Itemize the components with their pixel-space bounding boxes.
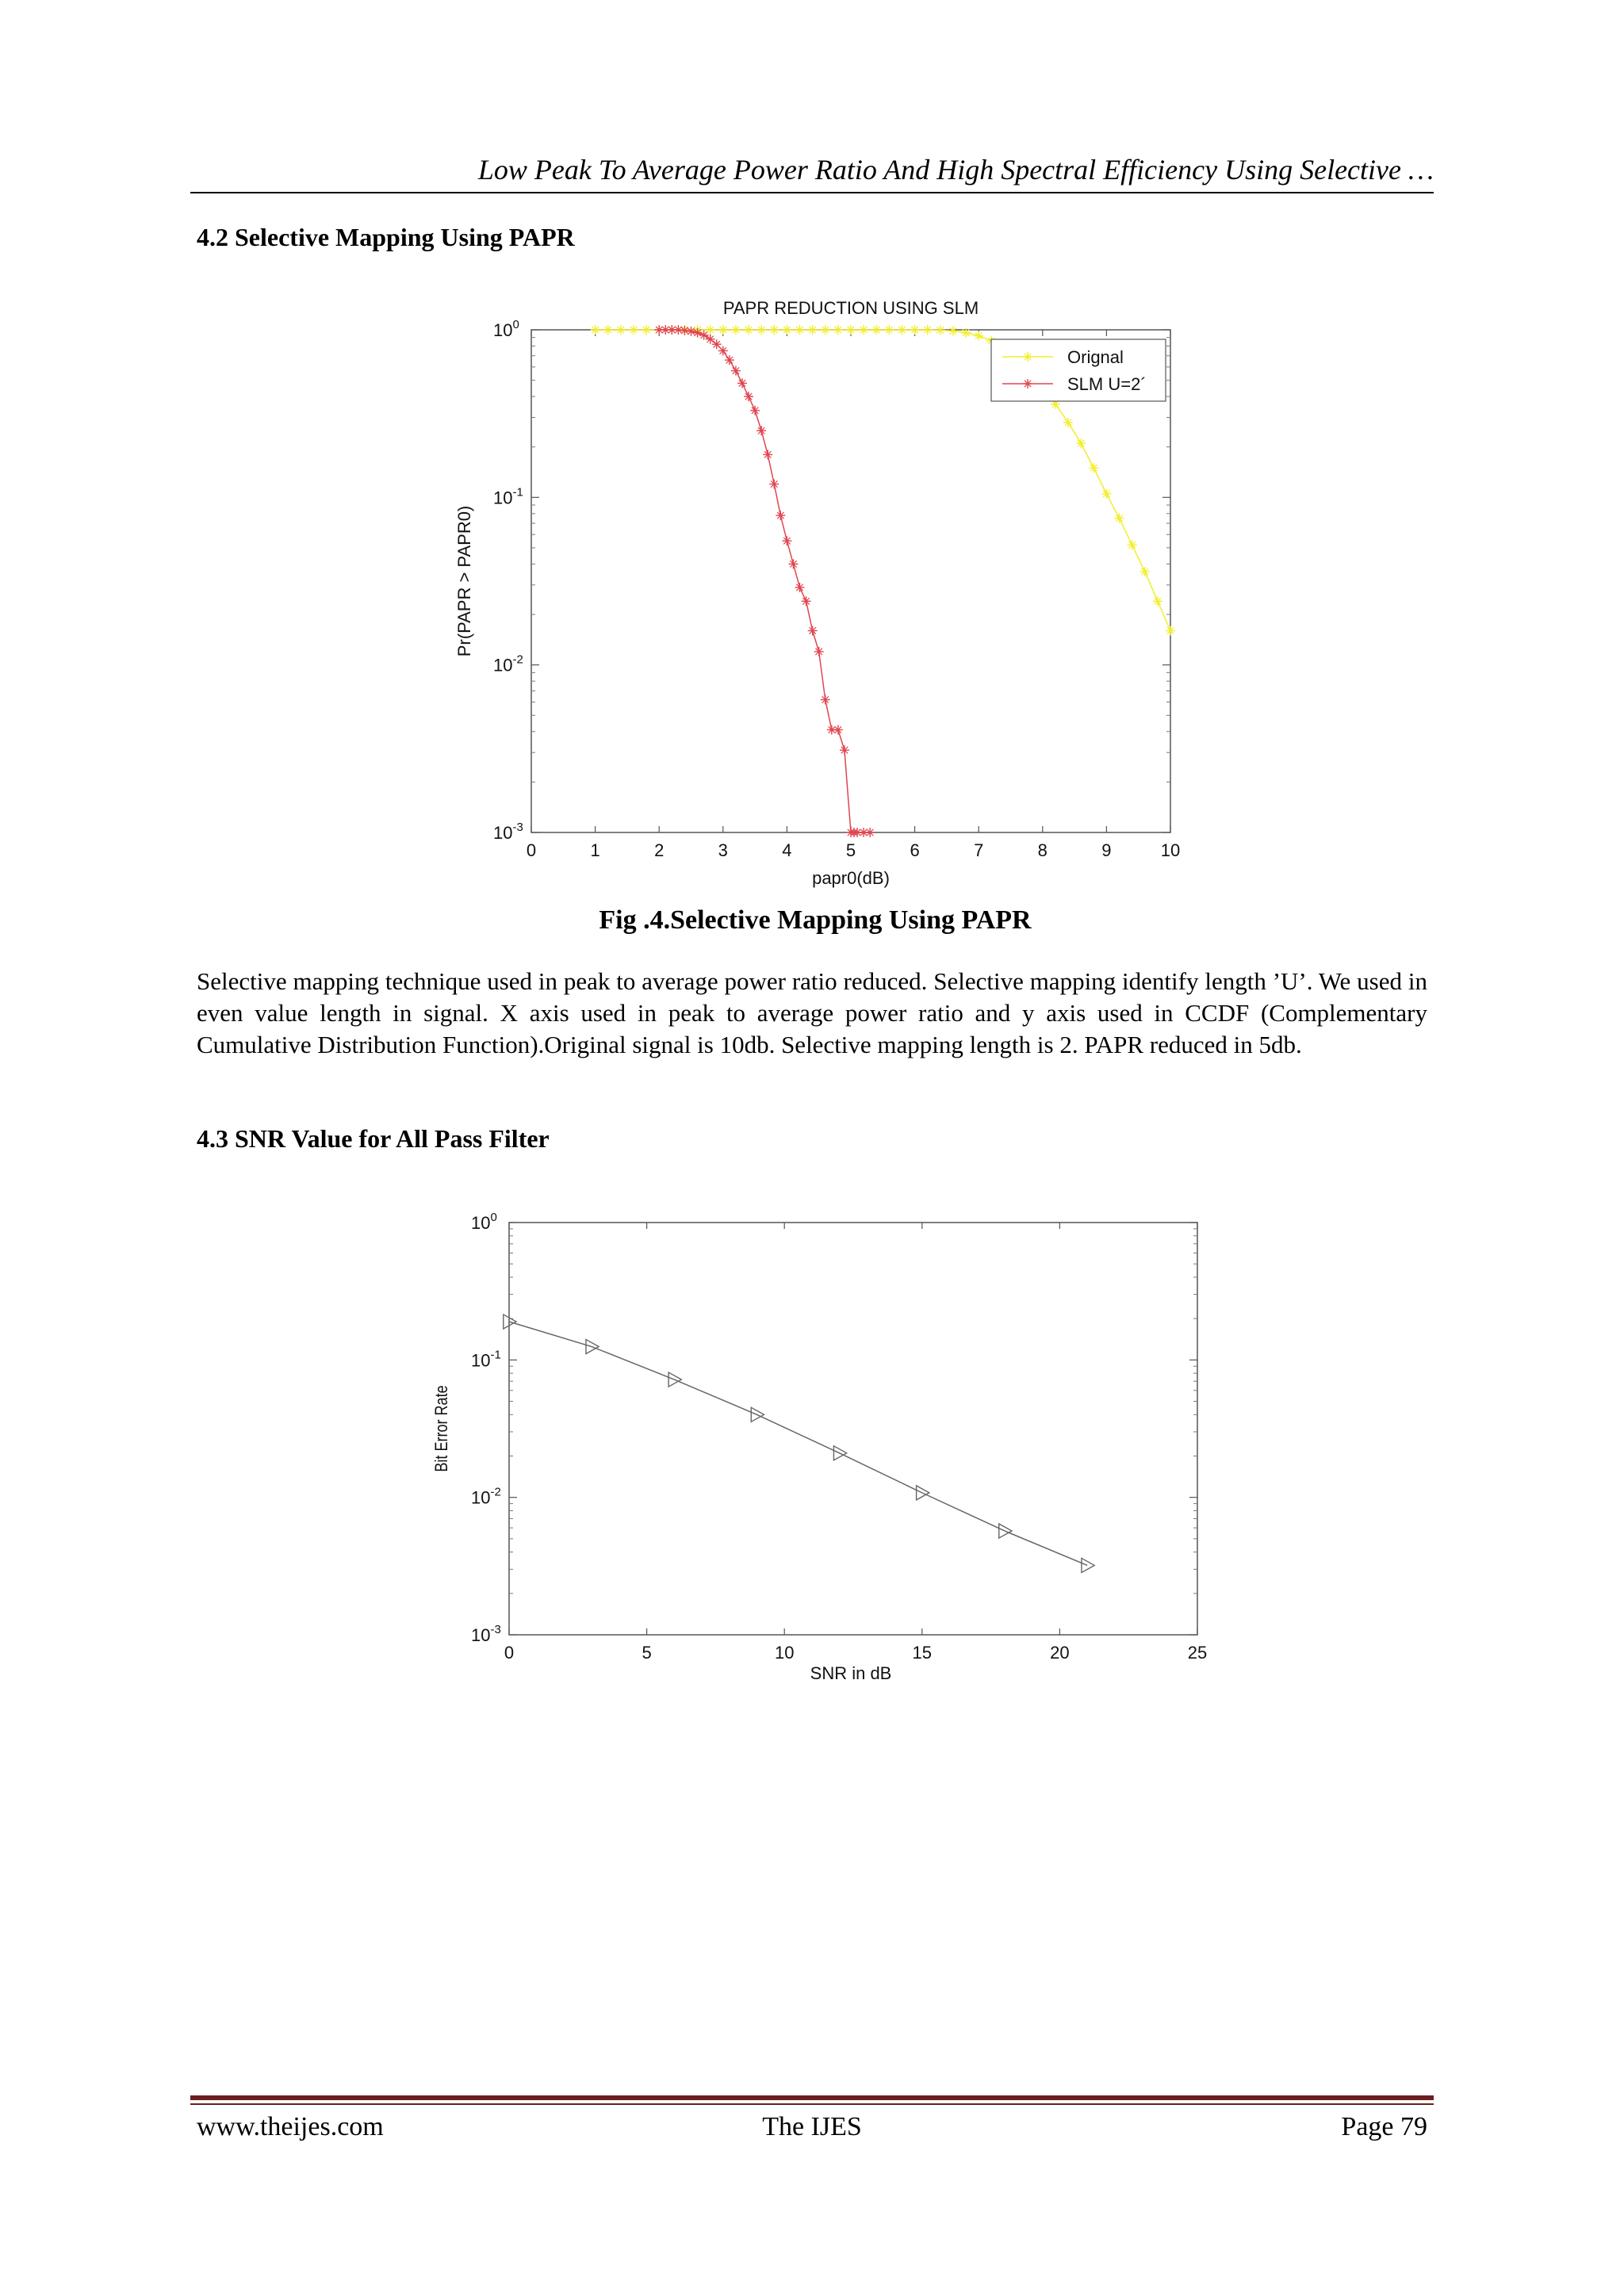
figure-4-caption: Fig .4.Selective Mapping Using PAPR: [599, 905, 1032, 935]
ber-chart-y-tick-labels: [471, 1211, 501, 1645]
running-header: Low Peak To Average Power Ratio And High Spectral Efficiency Using Selective …: [477, 154, 1434, 186]
papr-chart-y-axis-label: Pr(PAPR > PAPR0): [454, 505, 474, 657]
papr-chart-series-0-point: [871, 325, 881, 335]
papr-chart-series-1-point: [833, 725, 843, 734]
papr-chart-series-0-point: [1140, 567, 1150, 576]
papr-chart-series-1-point: [821, 695, 830, 705]
ber-chart-y-tick-label: $10^{-1}$: [471, 1348, 501, 1371]
papr-chart-x-tick-label: 1: [590, 840, 600, 860]
ber-chart: [412, 1197, 1221, 1705]
papr-chart-x-tick-label: 4: [782, 840, 792, 860]
ber-chart-x-tick-label: 10: [774, 1643, 795, 1663]
papr-chart-title: PAPR REDUCTION USING SLM: [722, 298, 979, 318]
footer-page-number: Page 79: [1341, 2112, 1427, 2141]
footer-journal: The IJES: [762, 2112, 862, 2141]
ber-chart-y-tick-label: $10^0$: [471, 1211, 497, 1233]
papr-chart-plot-frame: [531, 330, 1170, 832]
papr-chart-series-0-point: [846, 325, 856, 335]
ber-chart-y-tick-label: $10^{-3}$: [471, 1623, 501, 1645]
legend-slm-label: SLM U=2´: [1067, 374, 1147, 394]
legend-original-marker: [1023, 352, 1032, 362]
papr-chart-y-tick-label: $10^{-2}$: [493, 652, 523, 675]
legend-original-point: [1023, 352, 1032, 362]
section-heading-4-2: 4.2 Selective Mapping Using PAPR: [197, 223, 575, 251]
legend-original-label: Orignal: [1067, 347, 1124, 367]
ber-chart-x-tick-label: 5: [642, 1643, 652, 1663]
ber-chart-x-tick-label: 20: [1050, 1643, 1070, 1663]
ber-chart-x-tick-label: 15: [912, 1643, 933, 1663]
ber-chart-x-axis-label: SNR in dB: [810, 1663, 892, 1683]
papr-chart-y-tick-label: $10^{-1}$: [493, 485, 523, 508]
footer-website: www.theijes.com: [197, 2112, 384, 2141]
papr-chart-x-tick-label: 9: [1101, 840, 1112, 860]
papr-chart-y-tick-label: $10^0$: [493, 318, 519, 340]
papr-chart-x-tick-label: 3: [718, 840, 728, 860]
body-paragraph: Selective mapping technique used in peak to average power ratio reduced. Selective mapping identify length ’U’. We used in even value length in signal. X axis used in peak to average power ratio and y axis used in CCDF (Complementary Cumulative Distribution Function).Original signal is 10db. Selective mapping length is 2. PAPR reduced in 5db.: [197, 967, 1427, 1058]
ber-chart-x-tick-label: 25: [1187, 1643, 1208, 1663]
papr-chart-series-0-point: [859, 325, 868, 335]
papr-chart-series-0-point: [833, 325, 843, 335]
ber-chart-y-axis-label: Bit Error Rate: [432, 1385, 452, 1472]
ber-chart-x-tick-labels: [504, 1643, 1207, 1663]
footer-rule-thick: [190, 2095, 1434, 2100]
papr-chart-series-0-point: [884, 325, 894, 335]
papr-chart-x-tick-label: 0: [526, 840, 537, 860]
papr-chart-series-0-point: [821, 325, 830, 335]
legend-slm-marker: [1023, 379, 1032, 388]
papr-chart-series-1-point: [865, 828, 875, 837]
papr-chart-x-tick-label: 10: [1160, 840, 1181, 860]
papr-chart-series-0-point: [1166, 626, 1175, 636]
papr-chart: [412, 285, 1221, 904]
papr-chart-x-tick-label: 6: [910, 840, 920, 860]
papr-chart-x-tick-label: 5: [845, 840, 856, 860]
papr-chart-y-tick-labels: [493, 318, 523, 843]
papr-chart-x-tick-labels: [527, 840, 1180, 860]
papr-chart-x-axis-label: papr0(dB): [812, 868, 890, 888]
legend-slm-point: [1023, 379, 1032, 388]
ber-chart-plot-frame: [509, 1223, 1197, 1635]
ber-chart-x-tick-label: 0: [504, 1643, 515, 1663]
papr-chart-x-tick-label: 8: [1037, 840, 1048, 860]
footer-rule-thin: [190, 2103, 1434, 2105]
ber-chart-y-tick-label: $10^{-2}$: [471, 1485, 501, 1508]
papr-chart-series-0-point: [1153, 596, 1162, 606]
section-heading-4-3: 4.3 SNR Value for All Pass Filter: [197, 1124, 550, 1153]
papr-chart-series-0-point: [1128, 540, 1137, 549]
papr-chart-legend: [991, 339, 1166, 401]
papr-chart-x-tick-label: 2: [654, 840, 665, 860]
papr-chart-x-tick-label: 7: [974, 840, 984, 860]
papr-chart-y-tick-label: $10^{-3}$: [493, 821, 523, 843]
header-rule: [190, 192, 1434, 193]
